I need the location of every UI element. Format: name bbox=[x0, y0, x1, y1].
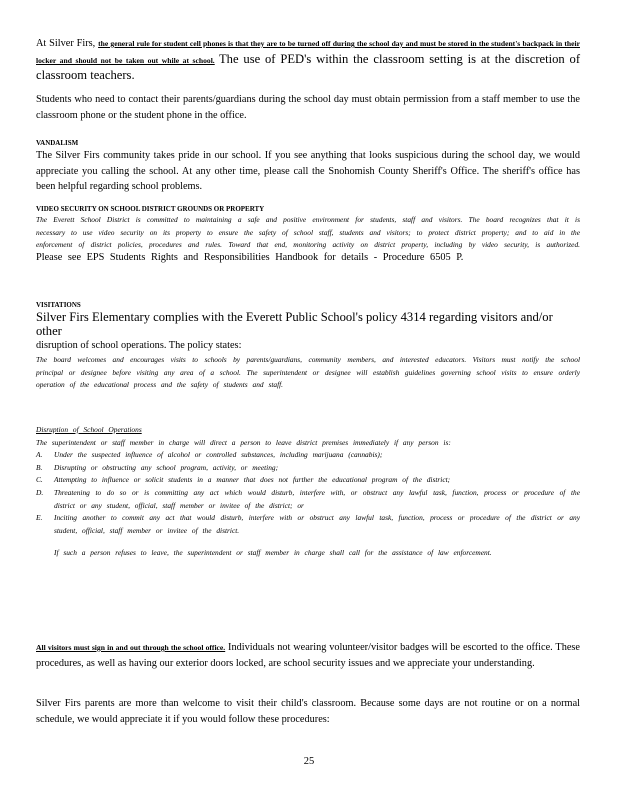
disruption-item-text: Threatening to do so or is committing any act which would disturb, interfere with, or obstruct any lawful task, function, process or procedure of the district or any student, official, staff member or invitee of the district; or bbox=[54, 487, 580, 510]
visitations-lead: Silver Firs Elementary complies with the Everett Public School's policy 4314 regarding visitors and/or other bbox=[36, 310, 553, 338]
video-security-policy-text bbox=[36, 214, 580, 264]
visitations-heading: VISITATIONS bbox=[36, 300, 81, 309]
disruption-item-letter: B. bbox=[36, 462, 43, 472]
video-security-procedure-ref: Please see EPS Students Rights and Responsibilities Handbook for details - Procedure 6505 P. bbox=[36, 251, 464, 263]
parents-visit-paragraph: Silver Firs parents are more than welcome to visit their child's classroom. Because some days are not routine or on a normal schedule, we would appreciate it if you would follow these procedures: bbox=[36, 698, 580, 725]
video-security-policy: The Everett School District is committed to maintaining a safe and positive environment for students, staff and visitors. The board recognizes that it is necessary to use video security on its property to ensure the safety of school staff, students and visitors; to protect district property; and to aid in the enforcement of district policies, procedures and rules. Toward that end, monitoring activity on district property, including by video security, is authorized. bbox=[36, 215, 580, 250]
video-security-section bbox=[36, 204, 580, 264]
disruption-list bbox=[36, 449, 580, 537]
sign-in-text: Individuals not wearing volunteer/visitor badges will be escorted to the office. These procedures, as well as having our exterior doors locked, are school security issues and we appreciate your understanding. bbox=[36, 642, 580, 669]
disruption-item-letter: C. bbox=[36, 475, 43, 485]
disruption-item-letter: A. bbox=[36, 450, 43, 460]
contact-parents-paragraph: Students who need to contact their parents/guardians during the school day must obtain permission from a staff member to use the classroom phone or the student phone in the office. bbox=[36, 94, 580, 121]
disruption-item-text: Under the suspected influence of alcohol or controlled substances, including marijuana (cannabis); bbox=[54, 450, 383, 460]
phone-policy-rule: the general rule for student cell phones is that they are to be turned off during the school day and must be stored in the student's backpack in their locker and should not be taken out while at school. bbox=[36, 39, 580, 65]
disruption-heading: Disruption of School Operations bbox=[36, 425, 142, 434]
board-policy-text: The board welcomes and encourages visits to schools by parents/guardians, community members, and interested educators. Visitors must notify the school principal or designee before visiting any area of a school. The superintendent or designee will establish guidelines governing school visits to ensure orderly operation of the educational process and the safety of students and staff. bbox=[36, 355, 580, 390]
disruption-section bbox=[36, 424, 580, 560]
page-number: 25 bbox=[303, 756, 315, 767]
phone-policy-ped: The use of PED's within the classroom setting is at the discretion of classroom teachers. bbox=[36, 51, 581, 82]
disruption-item-text: Attempting to influence or solicit students in a manner that does not further the educational program of the district; bbox=[54, 475, 451, 485]
disruption-item bbox=[36, 487, 580, 512]
phone-policy-lead: At Silver Firs, bbox=[36, 38, 96, 49]
phone-policy-paragraph bbox=[36, 36, 580, 85]
disruption-item-letter: E. bbox=[36, 513, 43, 523]
disruption-item-text: Disrupting or obstructing any school program, activity, or meeting; bbox=[54, 462, 279, 472]
disruption-intro: The superintendent or staff member in charge will direct a person to leave district premises immediately if any person is: bbox=[36, 437, 451, 447]
disruption-item bbox=[36, 474, 580, 487]
visitations-tail: disruption of school operations. The policy states: bbox=[36, 340, 242, 351]
visitations-section bbox=[36, 300, 580, 354]
disruption-item bbox=[36, 512, 580, 537]
video-security-heading: VIDEO SECURITY ON SCHOOL DISTRICT GROUNDS OR PROPERTY bbox=[36, 204, 265, 213]
disruption-item-text: Inciting another to commit any act that would disturb, interfere with or obstruct any lawful task, function, process or procedure of the district or any student, official, staff member or invitee of the district. bbox=[54, 513, 580, 535]
vandalism-text: The Silver Firs community takes pride in our school. If you see anything that looks suspicious during the school day, we would appreciate you calling the school. At any other time, please call the Snohomish County Sheriff's Office. The sheriff's office has been helpful regarding school problems. bbox=[36, 150, 580, 192]
disruption-closing: If such a person refuses to leave, the superintendent or staff member in charge shall call for the assistance of law enforcement. bbox=[54, 548, 492, 558]
sign-in-paragraph bbox=[36, 640, 580, 671]
disruption-item bbox=[36, 449, 580, 462]
sign-in-rule: All visitors must sign in and out through the school office. bbox=[36, 643, 226, 652]
disruption-item-letter: D. bbox=[36, 487, 44, 497]
disruption-item bbox=[36, 462, 580, 475]
vandalism-heading: VANDALISM bbox=[36, 138, 79, 147]
vandalism-section bbox=[36, 138, 580, 195]
